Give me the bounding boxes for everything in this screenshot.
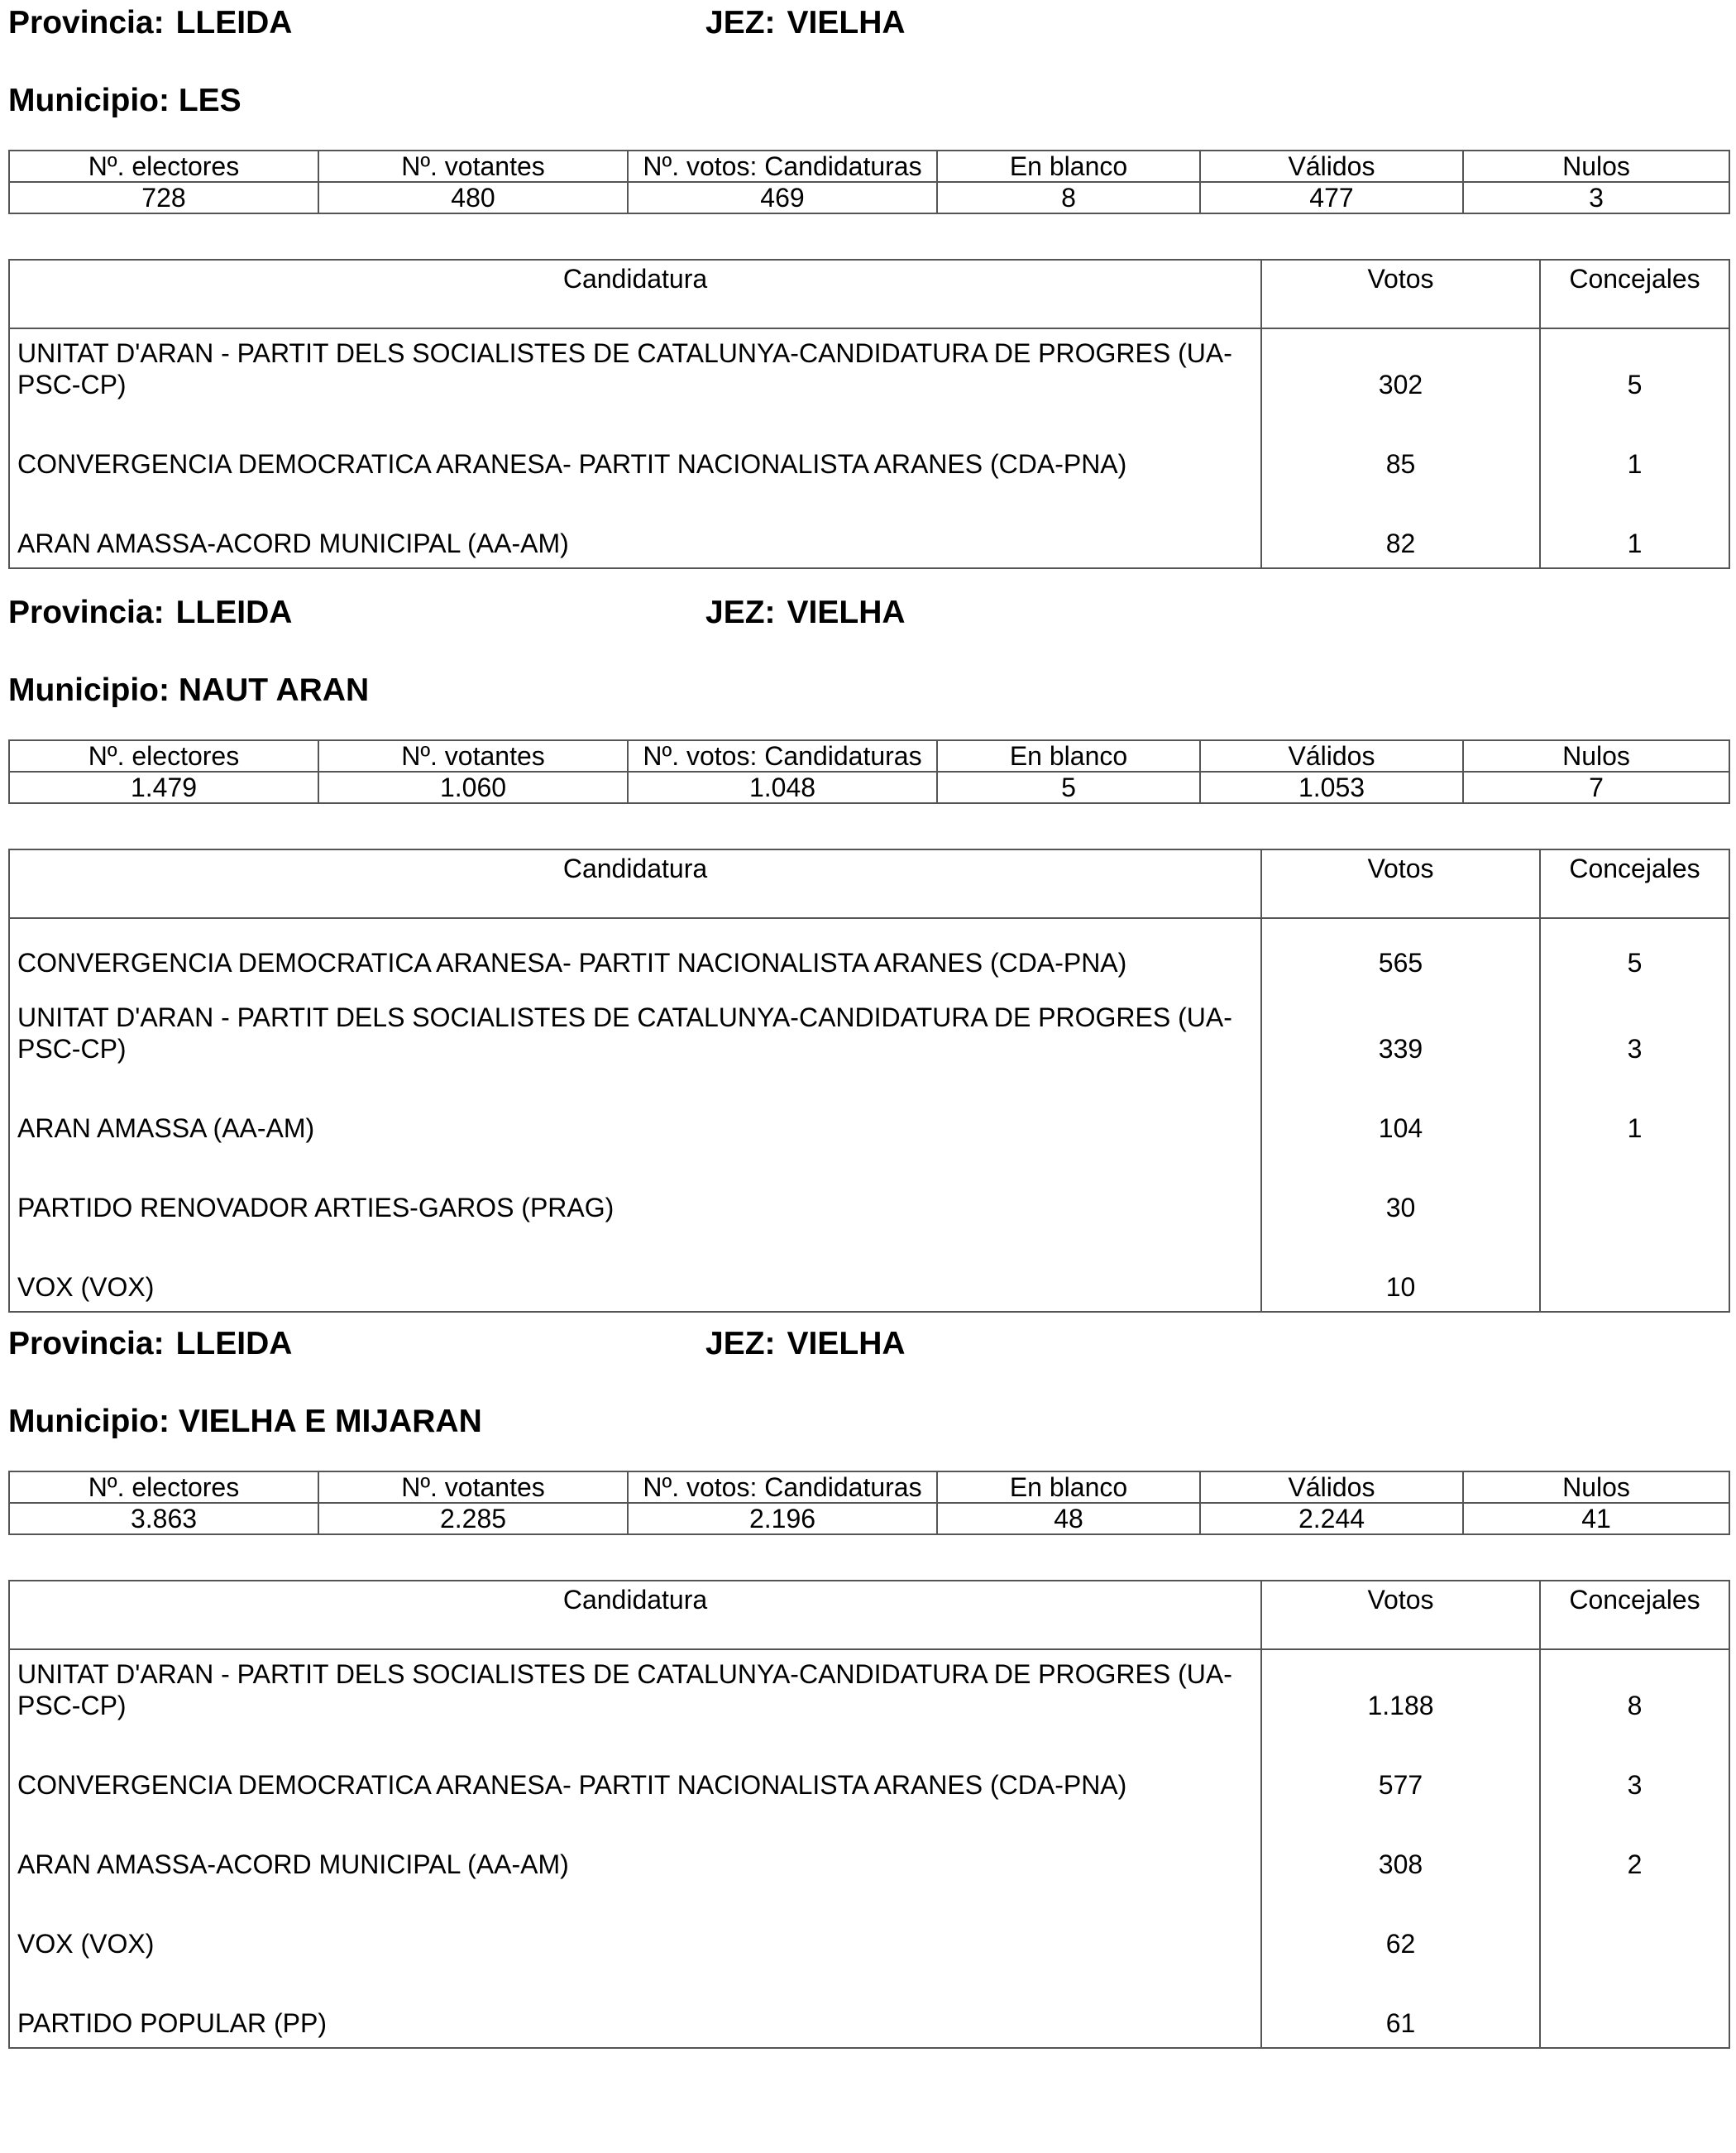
header-candidatura: Candidatura xyxy=(9,849,1261,918)
table-row xyxy=(9,409,1729,488)
candidate-concejales xyxy=(1540,1152,1729,1232)
header-concejales: Concejales xyxy=(1540,260,1729,328)
results-header-row xyxy=(9,849,1729,918)
provincia-line xyxy=(8,1328,292,1360)
candidate-concejales xyxy=(1540,1888,1729,1968)
summary-value-row xyxy=(9,182,1729,213)
candidate-name: PARTIDO RENOVADOR ARTIES-GAROS (PRAG) xyxy=(9,1152,1261,1232)
candidate-votos: 565 xyxy=(1261,918,1540,987)
summary-header: Nulos xyxy=(1463,151,1729,182)
candidate-votos: 10 xyxy=(1261,1232,1540,1312)
summary-header: Nulos xyxy=(1463,740,1729,772)
candidate-name: VOX (VOX) xyxy=(9,1232,1261,1312)
summary-header-row xyxy=(9,1471,1729,1503)
table-row xyxy=(9,488,1729,568)
summary-table xyxy=(8,150,1730,214)
candidate-votos: 302 xyxy=(1261,328,1540,409)
candidate-votos: 30 xyxy=(1261,1152,1540,1232)
summary-value: 1.048 xyxy=(628,772,937,803)
summary-header: Nº. electores xyxy=(9,740,318,772)
jez-value: VIELHA xyxy=(787,1326,906,1361)
jez-line xyxy=(705,1328,906,1360)
candidate-concejales: 3 xyxy=(1627,1034,1643,1064)
candidate-name: ARAN AMASSA-ACORD MUNICIPAL (AA-AM) xyxy=(9,1809,1261,1888)
summary-value: 2.285 xyxy=(318,1503,628,1534)
summary-table xyxy=(8,739,1730,804)
provincia-line xyxy=(8,7,292,39)
candidate-name: UNITAT D'ARAN - PARTIT DELS SOCIALISTES DE CATALUNYA-CANDIDATURA DE PROGRES (UA-PSC-CP) xyxy=(9,987,1261,1073)
table-row xyxy=(9,1730,1729,1809)
table-row xyxy=(9,1968,1729,2048)
summary-header: Nº. electores xyxy=(9,151,318,182)
table-row xyxy=(9,1649,1729,1730)
candidate-votos: 82 xyxy=(1261,488,1540,568)
candidate-concejales: 1 xyxy=(1627,529,1643,558)
summary-header: Válidos xyxy=(1200,151,1463,182)
header-votos: Votos xyxy=(1261,849,1540,918)
results-table xyxy=(8,849,1730,1313)
summary-table xyxy=(8,1471,1730,1535)
summary-value: 1.053 xyxy=(1200,772,1463,803)
candidate-name: CONVERGENCIA DEMOCRATICA ARANESA- PARTIT NACIONALISTA ARANES (CDA-PNA) xyxy=(9,918,1261,987)
summary-value: 2.244 xyxy=(1200,1503,1463,1534)
jez-line xyxy=(705,7,906,39)
summary-header: Nº. votos: Candidaturas xyxy=(628,151,937,182)
municipio-label: Municipio: xyxy=(8,83,170,118)
summary-header: Nº. electores xyxy=(9,1471,318,1503)
candidate-concejales xyxy=(1540,1968,1729,2048)
candidate-votos: 339 xyxy=(1261,987,1540,1073)
header-candidatura: Candidatura xyxy=(9,1581,1261,1649)
table-row xyxy=(9,328,1729,409)
summary-value: 3.863 xyxy=(9,1503,318,1534)
provincia-label: Provincia: xyxy=(8,595,165,630)
municipio-value: VIELHA E MIJARAN xyxy=(178,1404,482,1439)
summary-header: Nulos xyxy=(1463,1471,1729,1503)
candidate-concejales: 8 xyxy=(1627,1691,1643,1720)
jez-label: JEZ: xyxy=(705,595,776,630)
provincia-value: LLEIDA xyxy=(175,1326,293,1361)
header-concejales: Concejales xyxy=(1540,1581,1729,1649)
header-votos: Votos xyxy=(1261,1581,1540,1649)
results-table xyxy=(8,1580,1730,2049)
municipio-value: LES xyxy=(178,83,242,118)
table-row xyxy=(9,1073,1729,1152)
summary-value: 728 xyxy=(9,182,318,213)
summary-header: Nº. votantes xyxy=(318,1471,628,1503)
jez-value: VIELHA xyxy=(787,5,906,41)
candidate-votos: 1.188 xyxy=(1261,1649,1540,1730)
candidate-votos: 308 xyxy=(1261,1809,1540,1888)
summary-value: 469 xyxy=(628,182,937,213)
summary-value: 5 xyxy=(937,772,1200,803)
summary-value: 41 xyxy=(1463,1503,1729,1534)
header-candidatura: Candidatura xyxy=(9,260,1261,328)
candidate-concejales xyxy=(1540,1232,1729,1312)
results-header-row xyxy=(9,260,1729,328)
candidate-votos: 104 xyxy=(1261,1073,1540,1152)
candidate-name: CONVERGENCIA DEMOCRATICA ARANESA- PARTIT NACIONALISTA ARANES (CDA-PNA) xyxy=(9,1730,1261,1809)
provincia-label: Provincia: xyxy=(8,1326,165,1361)
summary-value: 48 xyxy=(937,1503,1200,1534)
table-row xyxy=(9,1809,1729,1888)
summary-header: Nº. votantes xyxy=(318,740,628,772)
municipio-line xyxy=(8,1405,482,1438)
candidate-concejales: 5 xyxy=(1627,370,1643,400)
table-row xyxy=(9,987,1729,1073)
candidate-concejales: 5 xyxy=(1627,948,1643,978)
candidate-name: UNITAT D'ARAN - PARTIT DELS SOCIALISTES DE CATALUNYA-CANDIDATURA DE PROGRES (UA-PSC-CP) xyxy=(9,328,1261,409)
candidate-votos: 62 xyxy=(1261,1888,1540,1968)
summary-header: Válidos xyxy=(1200,1471,1463,1503)
candidate-name: VOX (VOX) xyxy=(9,1888,1261,1968)
summary-header: Válidos xyxy=(1200,740,1463,772)
header-concejales: Concejales xyxy=(1540,849,1729,918)
municipio-value: NAUT ARAN xyxy=(178,672,370,708)
table-row xyxy=(9,1888,1729,1968)
candidate-votos: 577 xyxy=(1261,1730,1540,1809)
jez-value: VIELHA xyxy=(787,595,906,630)
candidate-concejales: 3 xyxy=(1627,1770,1643,1800)
municipio-label: Municipio: xyxy=(8,1404,170,1439)
summary-header: Nº. votos: Candidaturas xyxy=(628,1471,937,1503)
table-row xyxy=(9,918,1729,987)
provincia-label: Provincia: xyxy=(8,5,165,41)
provincia-line xyxy=(8,596,292,629)
header-votos: Votos xyxy=(1261,260,1540,328)
candidate-name: UNITAT D'ARAN - PARTIT DELS SOCIALISTES DE CATALUNYA-CANDIDATURA DE PROGRES (UA-PSC-CP) xyxy=(9,1649,1261,1730)
summary-header: En blanco xyxy=(937,151,1200,182)
jez-label: JEZ: xyxy=(705,5,776,41)
table-row xyxy=(9,1152,1729,1232)
candidate-name: ARAN AMASSA (AA-AM) xyxy=(9,1073,1261,1152)
summary-value: 1.060 xyxy=(318,772,628,803)
candidate-concejales: 1 xyxy=(1627,449,1643,479)
summary-header-row xyxy=(9,740,1729,772)
summary-value: 477 xyxy=(1200,182,1463,213)
candidate-votos: 85 xyxy=(1261,409,1540,488)
summary-header-row xyxy=(9,151,1729,182)
summary-value: 7 xyxy=(1463,772,1729,803)
municipio-label: Municipio: xyxy=(8,672,170,708)
provincia-value: LLEIDA xyxy=(175,595,293,630)
summary-value: 2.196 xyxy=(628,1503,937,1534)
summary-value: 8 xyxy=(937,182,1200,213)
municipio-line xyxy=(8,674,369,706)
municipio-line xyxy=(8,84,242,117)
summary-header: Nº. votantes xyxy=(318,151,628,182)
summary-header: En blanco xyxy=(937,740,1200,772)
candidate-name: ARAN AMASSA-ACORD MUNICIPAL (AA-AM) xyxy=(9,488,1261,568)
summary-header: En blanco xyxy=(937,1471,1200,1503)
candidate-name: PARTIDO POPULAR (PP) xyxy=(9,1968,1261,2048)
summary-value: 1.479 xyxy=(9,772,318,803)
provincia-value: LLEIDA xyxy=(175,5,293,41)
candidate-concejales: 1 xyxy=(1627,1113,1643,1143)
table-row xyxy=(9,1232,1729,1312)
summary-header: Nº. votos: Candidaturas xyxy=(628,740,937,772)
candidate-votos: 61 xyxy=(1261,1968,1540,2048)
summary-value: 480 xyxy=(318,182,628,213)
results-header-row xyxy=(9,1581,1729,1649)
candidate-concejales: 2 xyxy=(1627,1849,1643,1879)
summary-value-row xyxy=(9,772,1729,803)
candidate-name: CONVERGENCIA DEMOCRATICA ARANESA- PARTIT NACIONALISTA ARANES (CDA-PNA) xyxy=(9,409,1261,488)
summary-value: 3 xyxy=(1463,182,1729,213)
jez-label: JEZ: xyxy=(705,1326,776,1361)
summary-value-row xyxy=(9,1503,1729,1534)
results-table xyxy=(8,259,1730,569)
jez-line xyxy=(705,596,906,629)
